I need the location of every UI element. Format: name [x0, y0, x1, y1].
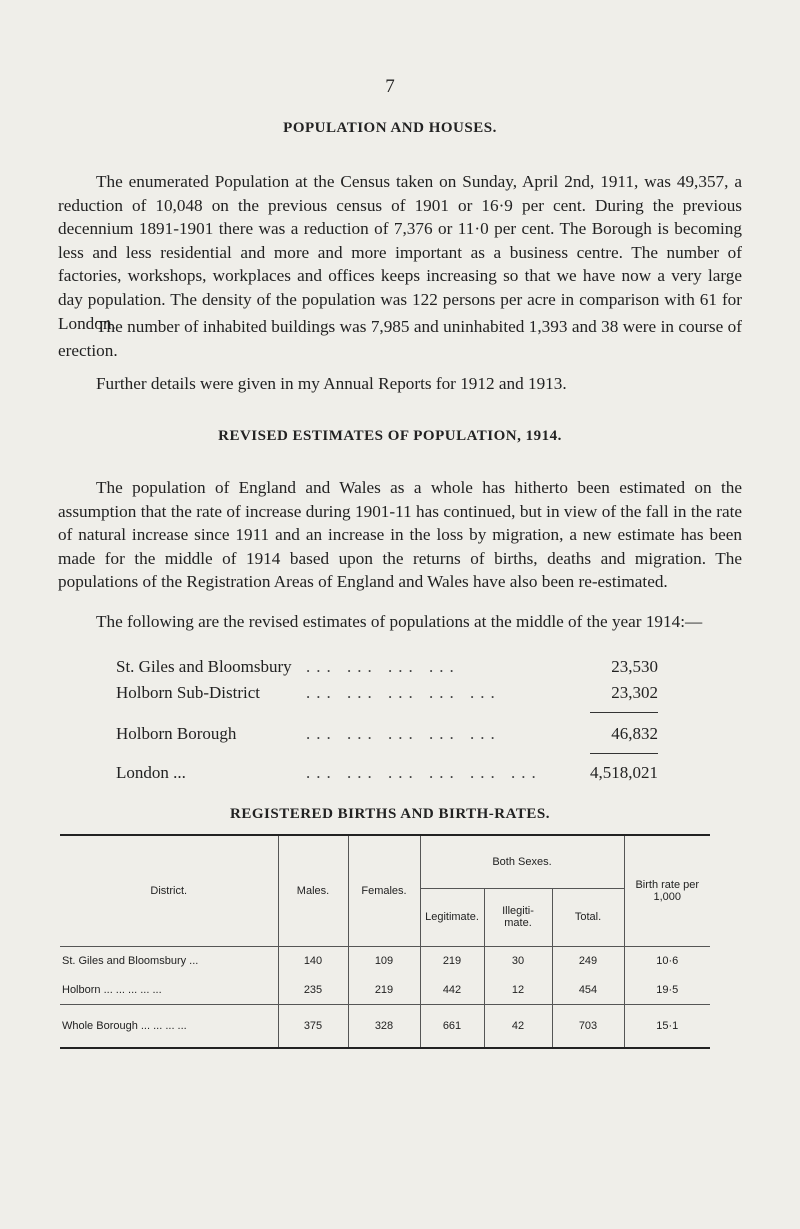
- estimates-paragraph: The population of England and Wales as a whole has hitherto been estimated on the assumption that the rate of increase during 1901-11 has continued, but in view of the fall in the rate of natural increase since 1911 and an increase in the loss by migration, a new estimate has been made for the middle of 1914 based upon the returns of births, deaths and migration. The populations of the Registration Areas of England and Wales have also been re-estimated.: [58, 478, 742, 592]
- section-title-estimates: REVISED ESTIMATES OF POPULATION, 1914.: [218, 428, 562, 444]
- cell-total: 454: [552, 976, 624, 1004]
- leader-dots: ... ... ... ... ...: [306, 724, 501, 743]
- cell-rate: 15·1: [624, 1004, 710, 1048]
- cell-district: Holborn ... ... ... ... ...: [60, 976, 278, 1004]
- cell-total: 703: [552, 1004, 624, 1048]
- header-both-sexes: Both Sexes.: [420, 836, 624, 888]
- estimate-row: [116, 683, 658, 707]
- cell-illegitimate: 42: [484, 1004, 552, 1048]
- cell-legitimate: 661: [420, 1004, 484, 1048]
- cell-illegitimate: 30: [484, 946, 552, 976]
- estimate-value: 4,518,021: [590, 763, 658, 782]
- cell-females: 219: [348, 976, 420, 1004]
- section-title-population: POPULATION AND HOUSES.: [283, 120, 497, 136]
- estimate-value: 46,832: [611, 724, 658, 743]
- leader-dots: ... ... ... ... ... ...: [306, 763, 542, 782]
- cell-legitimate: 219: [420, 946, 484, 976]
- estimate-row: [116, 724, 658, 748]
- cell-males: 140: [278, 946, 348, 976]
- page-number: 7: [385, 76, 395, 97]
- table-row: [60, 946, 710, 976]
- cell-males: 375: [278, 1004, 348, 1048]
- buildings-paragraph: The number of inhabited buildings was 7,985 and uninhabited 1,393 and 38 were in course of erection.: [58, 317, 742, 360]
- header-total: Total.: [552, 888, 624, 946]
- population-paragraph: The enumerated Population at the Census taken on Sunday, April 2nd, 1911, was 49,357, a reduction of 10,048 on the previous census of 1901 or 16·9 per cent. During the previous decennium 1891-1901 there was a reduction of 7,376 or 11·0 per cent. The Borough is becoming less and less residential and more and more important as a business centre. The number of factories, workshops, workplaces and offices keeps increasing so that we have now a very large day population. The density of the population was 122 persons per acre in comparison with 61 for London.: [58, 172, 742, 333]
- estimate-label: London ...: [116, 763, 186, 782]
- section-title-births: REGISTERED BIRTHS AND BIRTH-RATES.: [230, 806, 550, 822]
- cell-legitimate: 442: [420, 976, 484, 1004]
- header-legitimate: Legitimate.: [420, 888, 484, 946]
- leader-dots: ... ... ... ... ...: [306, 683, 501, 702]
- cell-illegitimate: 12: [484, 976, 552, 1004]
- header-illegitimate: Illegiti- mate.: [484, 888, 552, 946]
- estimate-row: [116, 763, 658, 787]
- header-district: District.: [60, 836, 278, 946]
- sum-rule: [590, 712, 658, 713]
- header-birth-rate: Birth rate per 1,000: [624, 836, 710, 946]
- estimate-label: Holborn Sub-District: [116, 683, 261, 702]
- sum-rule: [590, 753, 658, 754]
- estimate-label: St. Giles and Bloomsbury: [116, 657, 292, 676]
- estimate-value: 23,530: [611, 657, 658, 676]
- cell-district: Whole Borough ... ... ... ...: [62, 1019, 187, 1032]
- estimates-intro: The following are the revised estimates of populations at the middle of the year 1914:—: [96, 612, 703, 631]
- header-males: Males.: [278, 836, 348, 946]
- cell-total: 249: [552, 946, 624, 976]
- cell-rate: 10·6: [624, 946, 710, 976]
- table-row: [60, 1004, 710, 1048]
- cell-rate: 19·5: [624, 976, 710, 1004]
- cell-females: 328: [348, 1004, 420, 1048]
- births-table: [60, 834, 710, 1049]
- leader-dots: ... ... ... ...: [306, 657, 460, 676]
- cell-district: St. Giles and Bloomsbury ...: [62, 955, 199, 968]
- cell-males: 235: [278, 976, 348, 1004]
- estimate-value: 23,302: [611, 683, 658, 702]
- header-females: Females.: [348, 836, 420, 946]
- table-row: [60, 976, 710, 1004]
- further-details-paragraph: Further details were given in my Annual Reports for 1912 and 1913.: [96, 374, 567, 393]
- estimate-label: Holborn Borough: [116, 724, 237, 743]
- cell-females: 109: [348, 946, 420, 976]
- estimate-row: [116, 657, 658, 681]
